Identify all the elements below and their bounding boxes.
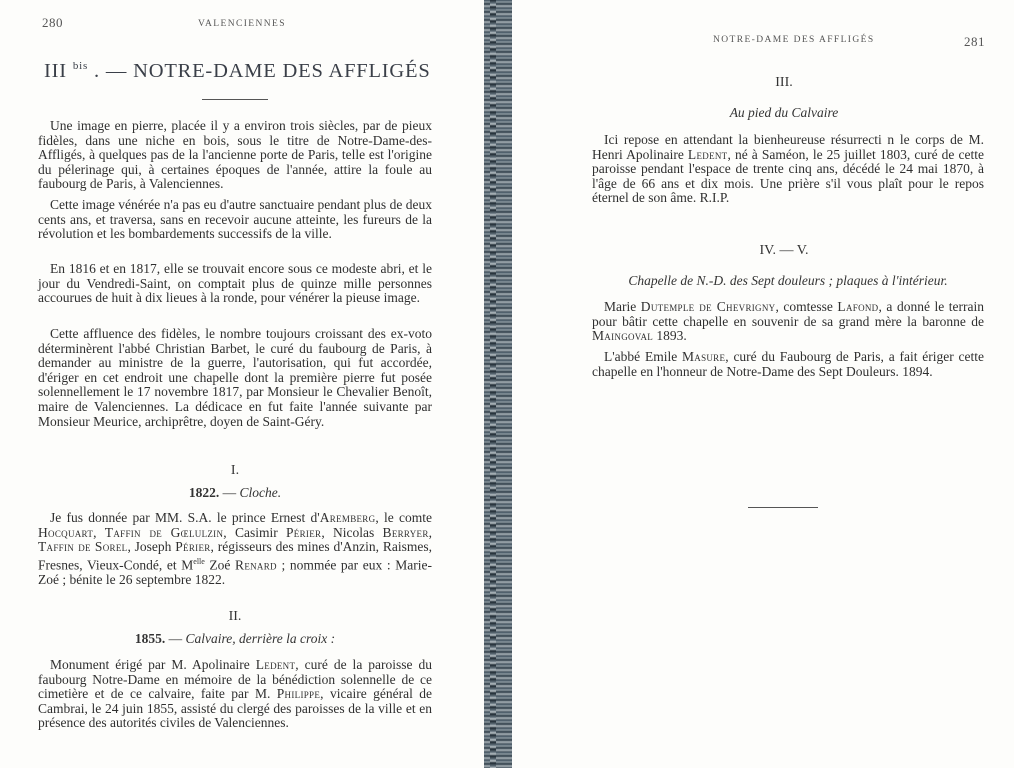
s1-t18: ; nommée par eux : Marie-Zoé ; bénite le 26 septembre 1822.	[38, 557, 432, 587]
end-rule	[748, 507, 818, 508]
book-spine	[484, 0, 514, 768]
paragraph-2: Cette image vénérée n'a pas eu d'autre sanctuaire pendant plus de deux cents ans, et traversa, sans en recevoir aucune atteinte, les fureurs de la révolution et les bombardements successifs de la ville.	[38, 197, 432, 242]
s4a-t5: Maingoval	[592, 328, 654, 344]
s4a-t1: Dutemple de Chevrigny	[640, 299, 776, 314]
section-4-heading	[592, 273, 984, 289]
s1-t16: Zoé	[204, 557, 236, 573]
s3-t1: Ledent	[687, 146, 728, 162]
s2-t2: , curé de la paroisse du faubourg Notre-Dame en mémoire de la bénédiction solennelle de ce cimetière et de ce calvaire, faite par M.	[38, 657, 432, 702]
s1-t5: Taffin de Gœlulzin	[104, 524, 224, 540]
section-4-title: Chapelle de N.-D. des Sept douleurs ; plaques à l'intérieur.	[628, 273, 948, 288]
page-number-left: 280	[42, 15, 63, 30]
s2-t0: Monument érigé par M. Apolinaire	[50, 657, 256, 672]
s1-t12: , Joseph	[127, 539, 176, 555]
section-1-dash: —	[219, 485, 240, 500]
s1-t7: Périer	[286, 524, 322, 540]
section-2-heading	[38, 631, 432, 647]
s4a-t2: , comtesse	[775, 299, 838, 314]
s4a-t6: 1893.	[653, 328, 687, 344]
s3-t2: , né à Saméon, le 25 juillet 1803, curé de cette paroisse pendant l'espace de trente cinq ans, décédé le 24 mai 1870, à l'âge de 66 ans et dix mois. Une prière s'il vous plaît pour le repos éternel de son âme. R.I.P.	[592, 146, 984, 206]
section-2-text	[38, 658, 432, 731]
s1-t0: Je fus donnée par MM. S.A. le prince Ernest d'	[50, 510, 320, 525]
s1-t10: ,	[428, 524, 433, 540]
s1-t4: ,	[93, 524, 105, 540]
s1-t8: , Nicolas	[321, 524, 383, 540]
s1-t3: Hocquart	[38, 524, 94, 540]
s4a-t4: , a donné le terrain pour bâtir cette chapelle en souvenir de sa grand mère la baronne de	[592, 299, 985, 329]
s1-t6: , Casimir	[223, 524, 286, 540]
running-head-left: VALENCIENNES	[198, 19, 286, 29]
section-1-heading	[38, 485, 432, 501]
s4a-t0: Marie	[604, 299, 641, 314]
section-2-dash: —	[165, 631, 186, 646]
s1-t17: Renard	[235, 557, 277, 573]
s1-t9: Berryer	[382, 524, 429, 540]
s4b-t0: L'abbé Emile	[604, 349, 682, 364]
chapter-title	[44, 60, 464, 83]
title-rule	[202, 99, 268, 100]
section-2-title: Calvaire, derrière la croix :	[185, 631, 336, 646]
s2-t3: Philippe	[276, 686, 321, 702]
section-4-paragraph-2	[592, 350, 984, 379]
s2-t4: , vicaire général de Cambrai, le 24 juin 1855, assisté du clergé des paroisses de la ville et en présence des autorités civiles de Valenciennes.	[38, 686, 432, 731]
section-3-numeral: III.	[775, 75, 793, 90]
s4b-t1: Masure	[681, 349, 726, 364]
s1-t14: , régisseurs des mines d'Anzin, Raismes, Fresnes, Vieux-Condé, et M	[38, 539, 432, 573]
paragraph-1: Une image en pierre, placée il y a environ trois siècles, par de pieux fidèles, dans une niche en bois, sous le titre de Notre-Dame-des-Affligés, à quelques pas de la l'ancienne porte de Paris, telle est l'origine du pélerinage qui, à certaines époques de l'année, attire la foule au faubourg de Paris, à Valenciennes.	[38, 118, 432, 192]
running-head-right: NOTRE-DAME DES AFFLIGÉS	[713, 35, 875, 45]
section-4-paragraph-1	[592, 300, 984, 344]
left-page	[0, 0, 488, 768]
section-2-year: 1855.	[134, 631, 166, 646]
chapter-sep: . —	[94, 60, 128, 82]
s1-t1: Aremberg	[319, 510, 376, 525]
chapter-bis: bis	[72, 60, 89, 73]
s2-t1: Ledent	[255, 657, 296, 672]
s1-t15: elle	[193, 556, 205, 566]
section-3-text	[592, 133, 984, 206]
section-3-title: Au pied du Calvaire	[729, 105, 839, 120]
section-1-numeral: I.	[230, 463, 240, 478]
chapter-numeral: III	[44, 60, 67, 82]
s4a-t3: Lafond	[837, 299, 879, 314]
section-4-numeral: IV. — V.	[759, 243, 809, 258]
section-1-year: 1822.	[188, 485, 220, 500]
s3-t0: Ici repose en attendant la bienheureuse résurrecti n le corps de M. Henri Apolinaire	[592, 132, 984, 162]
s4b-t2: , curé du Faubourg de Paris, a fait ériger cette chapelle en l'honneur de Notre-Dame des Sept Douleurs. 1894.	[592, 349, 984, 379]
s1-t11: Taffin de Sorel	[38, 539, 128, 555]
section-2-numeral: II.	[228, 609, 242, 624]
s1-t2: , le comte	[375, 510, 433, 525]
section-1-text	[38, 511, 432, 587]
s1-t13: Périer	[175, 539, 211, 555]
paragraph-3: En 1816 et en 1817, elle se trouvait encore sous ce modeste abri, et le jour du Vendredi-Saint, on comptait plus de quinze mille personnes accourues de huit à dix lieues à la ronde, pour vénérer la pieuse image.	[38, 261, 432, 306]
chapter-name: NOTRE-DAME DES AFFLIGÉS	[133, 60, 431, 82]
right-page	[512, 0, 1014, 768]
paragraph-4: Cette affluence des fidèles, le nombre toujours croissant des ex-voto déterminèrent l'abbé Christian Barbet, le curé du faubourg de Paris, à demander au ministre de la guerre, l'autorisation, qui fut accordée, d'ériger en cet endroit une chapelle dont la première pierre fut posée solennellement le 17 novembre 1817, par Monsieur le Chevalier Benoît, maire de Valenciennes. La dédicace en fut faite l'année suivante par Monsieur Meurice, archiprêtre, doyen de Saint-Géry.	[38, 326, 432, 429]
section-1-title: Cloche.	[239, 485, 282, 500]
page-number-right: 281	[964, 34, 985, 49]
section-3-heading	[592, 105, 976, 121]
